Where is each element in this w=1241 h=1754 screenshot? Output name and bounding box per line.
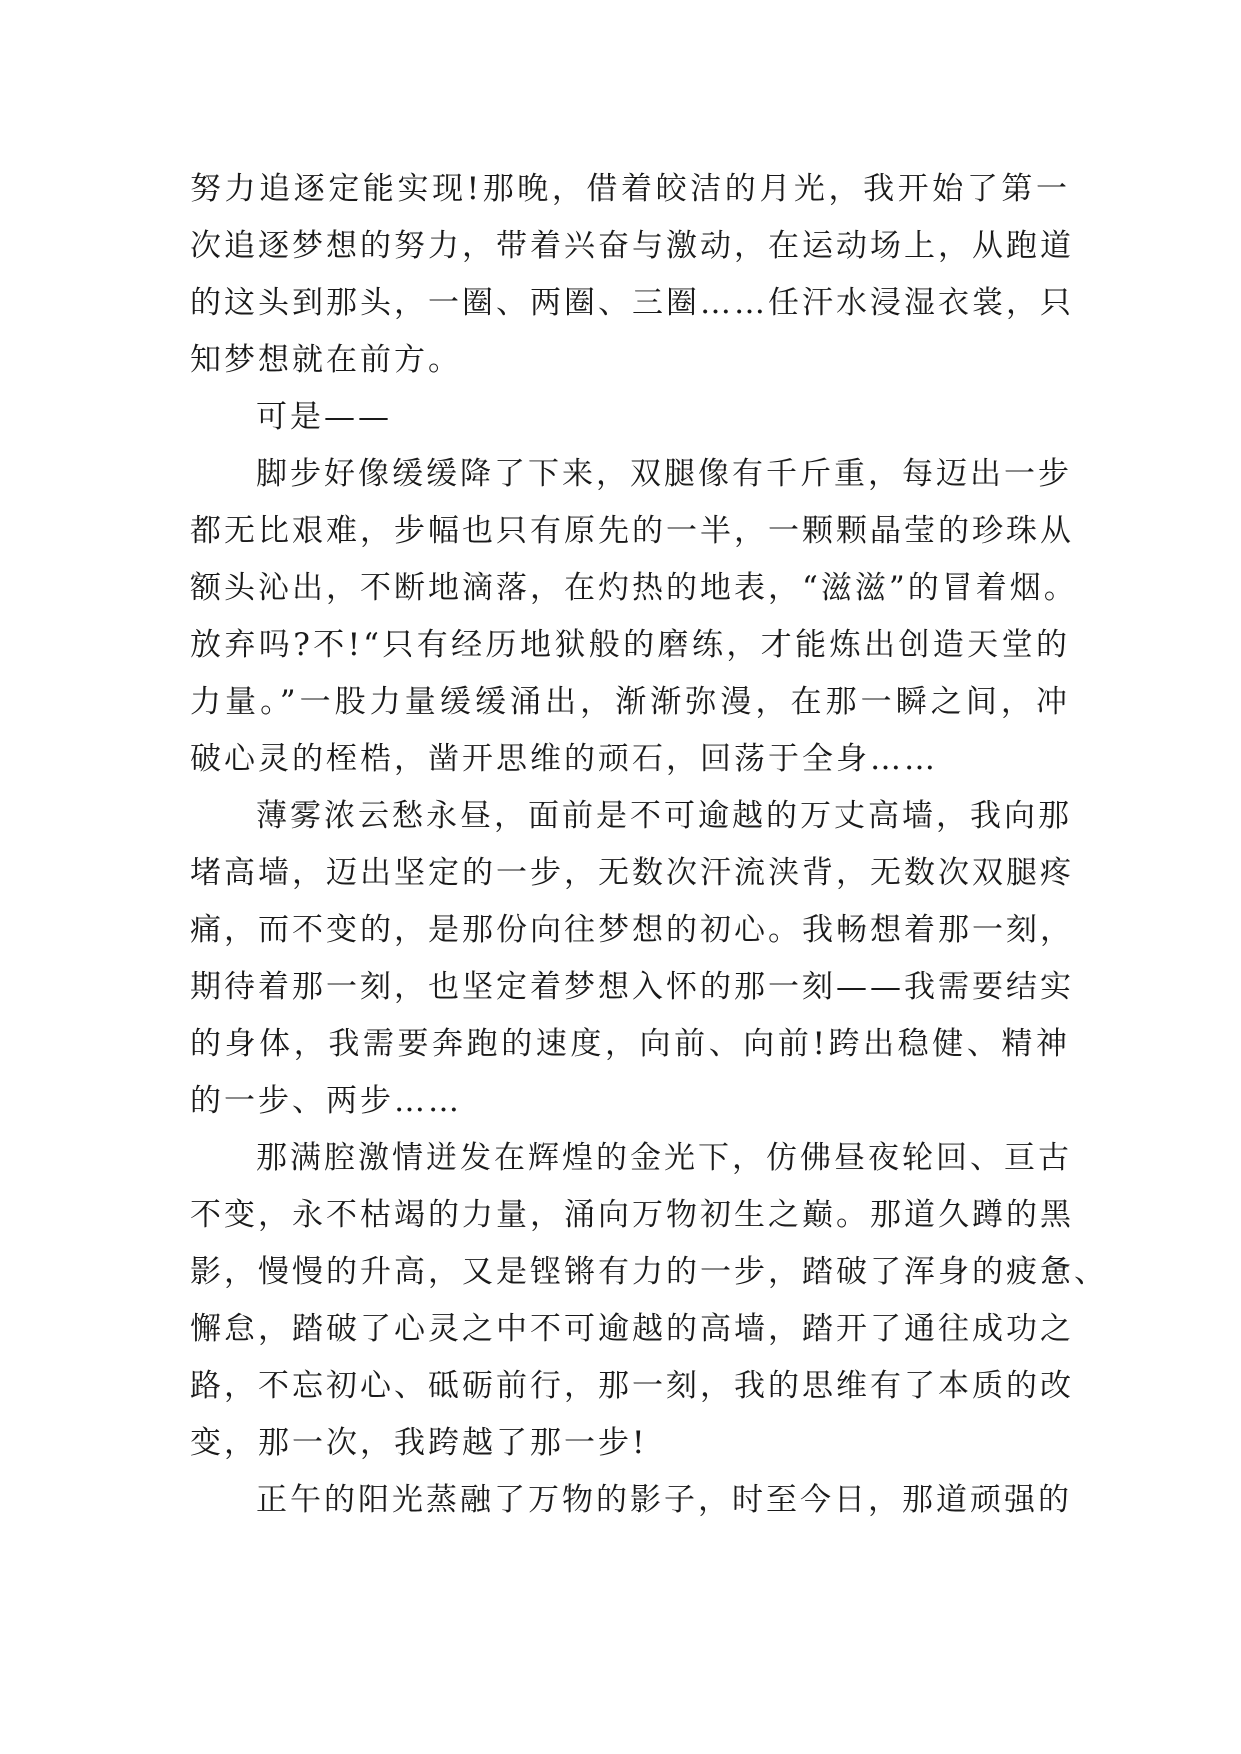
text-line: 那满腔激情迸发在辉煌的金光下，仿佛昼夜轮回、亘古 xyxy=(256,1140,1072,1176)
text-line: 知梦想就在前方。 xyxy=(190,342,462,378)
text-line: 期待着那一刻，也坚定着梦想入怀的那一刻——我需要结实 xyxy=(190,969,1074,1005)
text-line: 都无比艰难，步幅也只有原先的一半，一颗颗晶莹的珍珠从 xyxy=(190,513,1074,549)
text-line: 额头沁出，不断地滴落，在灼热的地表，“滋滋”的冒着烟。 xyxy=(190,570,1078,606)
text-line: 破心灵的桎梏，凿开思维的顽石，回荡于全身…… xyxy=(190,741,938,777)
text-line: 正午的阳光蒸融了万物的影子，时至今日，那道顽强的 xyxy=(256,1482,1072,1518)
text-line: 的身体，我需要奔跑的速度，向前、向前!跨出稳健、精神 xyxy=(190,1026,1070,1062)
text-line: 影，慢慢的升高，又是铿锵有力的一步，踏破了浑身的疲惫、 xyxy=(190,1254,1108,1290)
text-line: 次追逐梦想的努力，带着兴奋与激动，在运动场上，从跑道 xyxy=(190,228,1074,264)
text-line: 懈怠，踏破了心灵之中不可逾越的高墙，踏开了通往成功之 xyxy=(190,1311,1074,1347)
text-line: 努力追逐定能实现!那晚，借着皎洁的月光，我开始了第一 xyxy=(190,171,1070,207)
text-line: 的这头到那头，一圈、两圈、三圈……任汗水浸湿衣裳，只 xyxy=(190,285,1074,321)
text-line: 薄雾浓云愁永昼，面前是不可逾越的万丈高墙，我向那 xyxy=(256,798,1072,834)
text-line: 力量。”一股力量缓缓涌出，渐渐弥漫，在那一瞬之间，冲 xyxy=(190,684,1070,720)
text-line: 可是—— xyxy=(256,399,392,435)
text-line: 痛，而不变的，是那份向往梦想的初心。我畅想着那一刻， xyxy=(190,912,1074,948)
text-line: 路，不忘初心、砥砺前行，那一刻，我的思维有了本质的改 xyxy=(190,1368,1074,1404)
text-line: 变，那一次，我跨越了那一步! xyxy=(190,1425,648,1461)
text-line: 堵高墙，迈出坚定的一步，无数次汗流浃背，无数次双腿疼 xyxy=(190,855,1074,891)
text-line: 脚步好像缓缓降了下来，双腿像有千斤重，每迈出一步 xyxy=(256,456,1072,492)
text-line: 放弃吗?不!“只有经历地狱般的磨练，才能炼出创造天堂的 xyxy=(190,627,1070,663)
text-line: 的一步、两步…… xyxy=(190,1083,462,1119)
text-line: 不变，永不枯竭的力量，涌向万物初生之巅。那道久蹲的黑 xyxy=(190,1197,1074,1233)
